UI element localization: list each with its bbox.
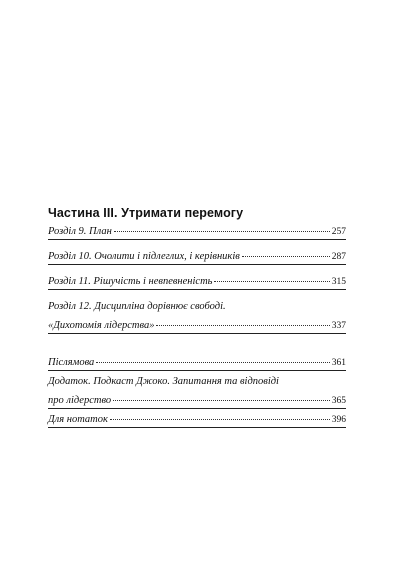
toc-entry-chapter-11: [48, 275, 346, 289]
toc-entry-chapter-9: [48, 225, 346, 239]
toc-entry-label: Розділ 10. Очолити і підлеглих, і керівників: [48, 251, 240, 262]
toc-entry-afterword: [48, 356, 346, 370]
toc-entry-page: 365: [331, 396, 346, 406]
toc-entry-page: 396: [331, 415, 346, 425]
part-title: Частина III. Утримати перемогу: [48, 206, 244, 220]
dot-leader: [214, 281, 329, 282]
toc-entry-label: про лідерство: [48, 395, 112, 406]
toc-entry-page: 257: [331, 227, 346, 237]
dot-leader: [242, 256, 330, 257]
toc-entry-chapter-12: [48, 300, 346, 333]
toc-entry-label: Для нотаток: [48, 414, 108, 425]
toc-entry-page: 315: [331, 277, 346, 287]
dot-leader: [110, 419, 330, 420]
toc-entry-chapter-10: [48, 250, 346, 264]
toc-entry-label: Розділ 9. План: [48, 226, 112, 237]
dot-leader: [114, 231, 330, 232]
toc-entry-line1: Додаток. Подкаст Джоко. Запитання та відповіді: [48, 376, 279, 387]
toc-entry-page: 337: [331, 321, 346, 331]
toc-entry-label: Розділ 11. Рішучість і невпевненість: [48, 276, 213, 287]
table-of-contents: [48, 205, 346, 428]
toc-entry-page: 287: [331, 252, 346, 262]
toc-entry-line1: Розділ 12. Дисципліна дорівнює свободі.: [48, 301, 226, 312]
toc-entry-appendix: [48, 375, 346, 408]
toc-entry-label: «Дихотомія лідерства»: [48, 320, 155, 331]
dot-leader: [156, 325, 329, 326]
toc-entry-page: 361: [331, 358, 346, 368]
dot-leader: [96, 362, 329, 363]
divider-rule: [48, 427, 346, 428]
dot-leader: [113, 400, 330, 401]
toc-entry-notes: [48, 413, 346, 427]
toc-entry-label: Післямова: [48, 357, 95, 368]
